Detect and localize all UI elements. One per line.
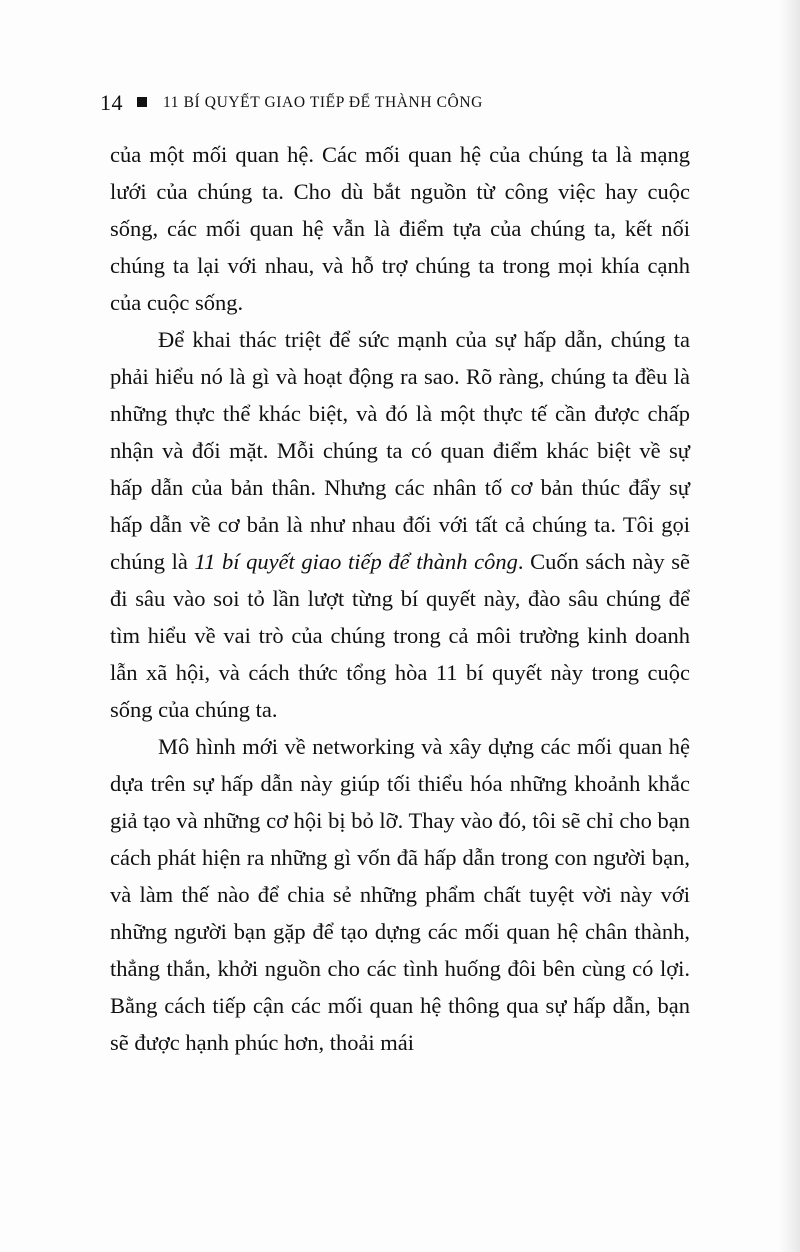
page-number: 14 <box>100 90 123 115</box>
book-title: 11 BÍ QUYẾT GIAO TIẾP ĐỂ THÀNH CÔNG <box>163 94 483 111</box>
paragraph-3 <box>110 728 690 1061</box>
running-header <box>100 88 483 118</box>
paragraph-1 <box>110 136 690 321</box>
paragraph-2-text-after: . Cuốn sách này sẽ đi sâu vào soi tỏ lần lượt từng bí quyết này, đào sâu chúng để tìm hiểu về vai trò của chúng trong cả môi trường kinh doanh lẫn xã hội, và cách thức tổng hòa 11 bí quyết này trong cuộc sống của chúng ta. <box>110 549 690 722</box>
paragraph-1-text: của một mối quan hệ. Các mối quan hệ của chúng ta là mạng lưới của chúng ta. Cho dù bắt nguồn từ công việc hay cuộc sống, các mối quan hệ vẫn là điểm tựa của chúng ta, kết nối chúng ta lại với nhau, và hỗ trợ chúng ta trong mọi khía cạnh của cuộc sống. <box>110 142 690 315</box>
paragraph-2 <box>110 321 690 728</box>
page-edge-shadow <box>778 0 800 1252</box>
header-separator-square-icon <box>137 97 147 107</box>
body-text <box>110 136 690 1061</box>
paragraph-2-emphasis: 11 bí quyết giao tiếp để thành công <box>194 549 518 574</box>
paragraph-2-text-before: Để khai thác triệt để sức mạnh của sự hấp dẫn, chúng ta phải hiểu nó là gì và hoạt động ra sao. Rõ ràng, chúng ta đều là những thực thể khác biệt, và đó là một thực tế cần được chấp nhận và đối mặt. Mỗi chúng ta có quan điểm khác biệt về sự hấp dẫn của bản thân. Nhưng các nhân tố cơ bản thúc đẩy sự hấp dẫn về cơ bản là như nhau đối với tất cả chúng ta. Tôi gọi chúng là <box>110 327 690 574</box>
paragraph-3-text: Mô hình mới về networking và xây dựng các mối quan hệ dựa trên sự hấp dẫn này giúp tối thiểu hóa những khoảnh khắc giả tạo và những cơ hội bị bỏ lỡ. Thay vào đó, tôi sẽ chỉ cho bạn cách phát hiện ra những gì vốn đã hấp dẫn trong con người bạn, và làm thế nào để chia sẻ những phẩm chất tuyệt vời này với những người bạn gặp để tạo dựng các mối quan hệ chân thành, thẳng thắn, khởi nguồn cho các tình huống đôi bên cùng có lợi. Bằng cách tiếp cận các mối quan hệ thông qua sự hấp dẫn, bạn sẽ được hạnh phúc hơn, thoải mái <box>110 734 690 1055</box>
